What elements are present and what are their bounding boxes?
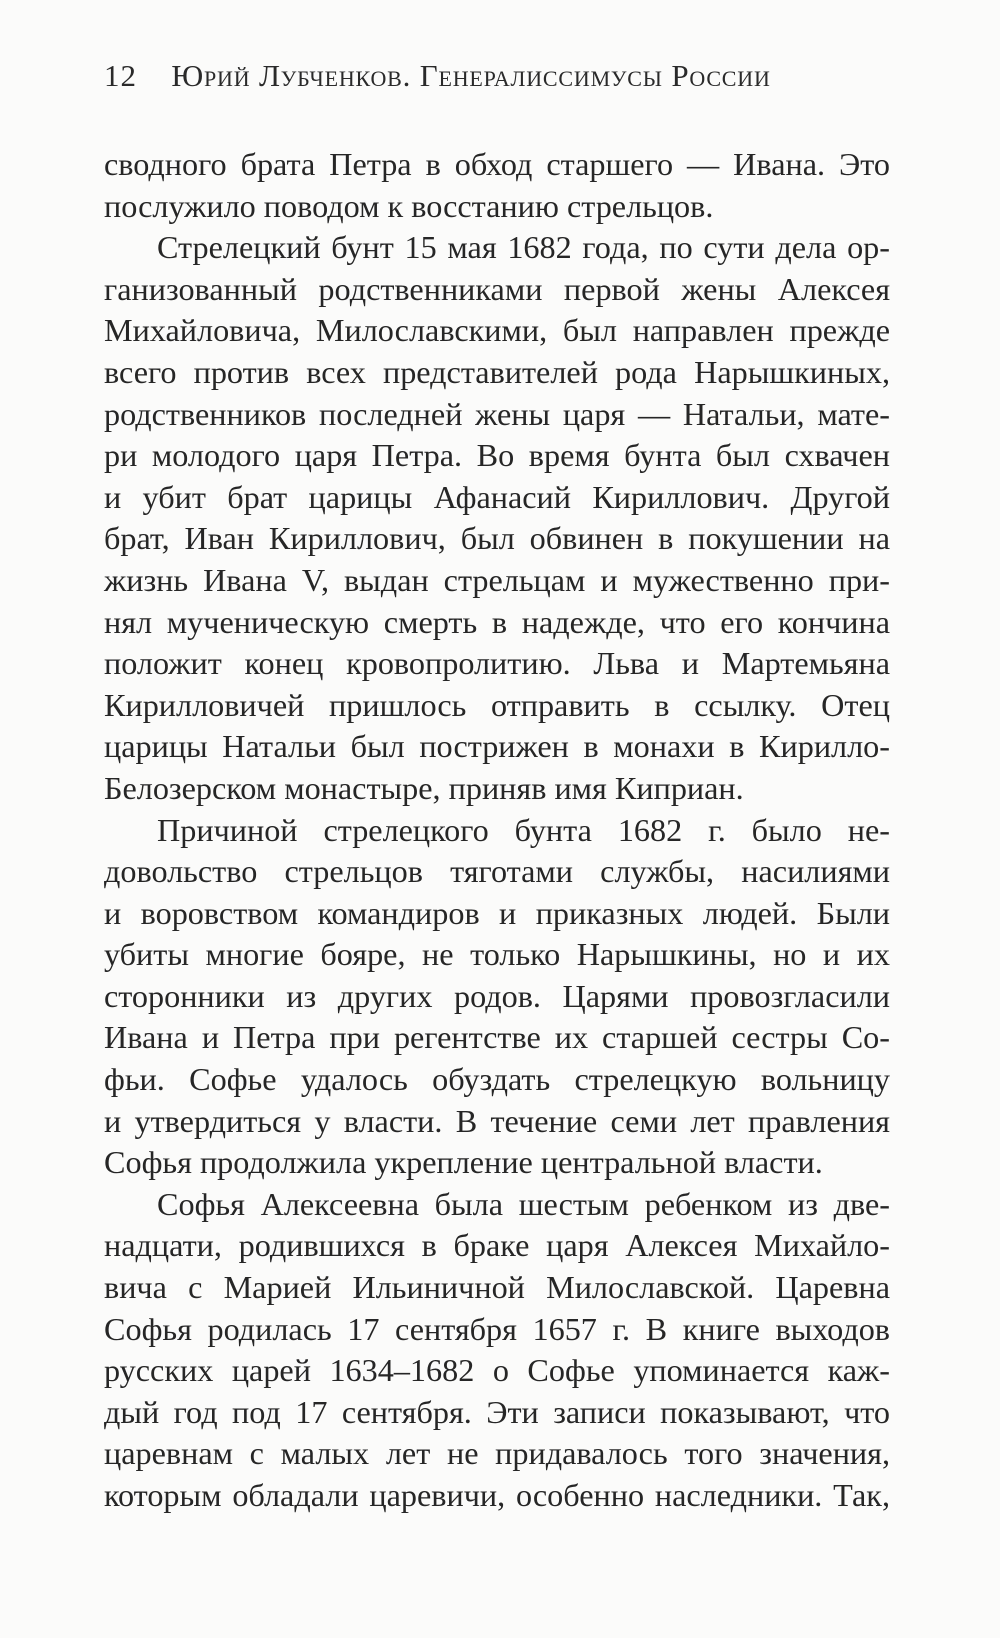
paragraph-3 [104, 810, 890, 1184]
text-line: надцати, родившихся в браке царя Алексея Михайло- [104, 1227, 890, 1264]
text-line: положит конец кровопролитию. Льва и Мартемьяна [104, 645, 890, 682]
text-line: царицы Натальи был пострижен в монахи в Кирилло- [104, 728, 890, 765]
text-line: Софья родилась 17 сентября 1657 г. В книге выходов [104, 1310, 890, 1347]
text-line: жизнь Ивана V, выдан стрельцам и мужественно при- [104, 561, 890, 598]
text-line: Софья продолжила укрепление центральной власти. [104, 1144, 823, 1181]
paragraph-2 [104, 227, 890, 809]
text-line: Ивана и Петра при регентстве их старшей сестры Со- [104, 1019, 890, 1056]
text-line: сторонники из других родов. Царями провозгласили [104, 977, 890, 1014]
text-line: царевнам с малых лет не придавалось того значения, [104, 1435, 890, 1472]
text-line: русских царей 1634–1682 о Софье упоминается каж- [104, 1352, 890, 1389]
text-line: которым обладали царевичи, особенно наследники. Так, [104, 1477, 890, 1513]
body-text [104, 144, 890, 1517]
paragraph-1 [104, 144, 890, 227]
text-line: Белозерском монастыре, приняв имя Киприан. [104, 769, 744, 806]
text-line: родственников последней жены царя — Натальи, мате- [104, 395, 890, 432]
running-head-title: Юрий Лубченков. Генералиссимусы России [171, 58, 771, 93]
running-head [104, 58, 924, 98]
text-line: ри молодого царя Петра. Во время бунта был схвачен [104, 437, 890, 474]
text-line: всего против всех представителей рода Нарышкиных, [104, 353, 890, 390]
text-line: Софья Алексеевна была шестым ребенком из две- [157, 1185, 890, 1222]
text-line: дый год под 17 сентября. Эти записи показывают, что [104, 1393, 890, 1430]
text-line: убиты многие бояре, не только Нарышкины, но и их [104, 936, 890, 973]
text-line: сводного брата Петра в обход старшего — Ивана. Это [104, 146, 890, 182]
text-line: вича с Марией Ильиничной Милославской. Царевна [104, 1269, 890, 1306]
page-number: 12 [104, 58, 137, 93]
paragraph-4 [104, 1184, 890, 1517]
text-line: и воровством командиров и приказных людей. Были [104, 894, 890, 931]
text-line: фьи. Софье удалось обуздать стрелецкую вольницу [104, 1061, 890, 1098]
text-line: Михайловича, Милославскими, был направлен прежде [104, 312, 890, 349]
text-line: Причиной стрелецкого бунта 1682 г. было не- [157, 811, 890, 848]
text-line: Кирилловичей пришлось отправить в ссылку. Отец [104, 686, 890, 723]
text-line: брат, Иван Кириллович, был обвинен в покушении на [104, 520, 890, 557]
text-line: нял мученическую смерть в надежде, что его кончина [104, 603, 890, 640]
text-line: Стрелецкий бунт 15 мая 1682 года, по сути дела ор- [157, 229, 890, 266]
text-line: и убит брат царицы Афанасий Кириллович. Другой [104, 478, 890, 515]
text-line: послужило поводом к восстанию стрельцов. [104, 187, 714, 224]
text-line: довольство стрельцов тяготами службы, насилиями [104, 853, 890, 890]
text-line: ганизованный родственниками первой жены Алексея [104, 270, 890, 307]
text-line: и утвердиться у власти. В течение семи лет правления [104, 1102, 890, 1139]
